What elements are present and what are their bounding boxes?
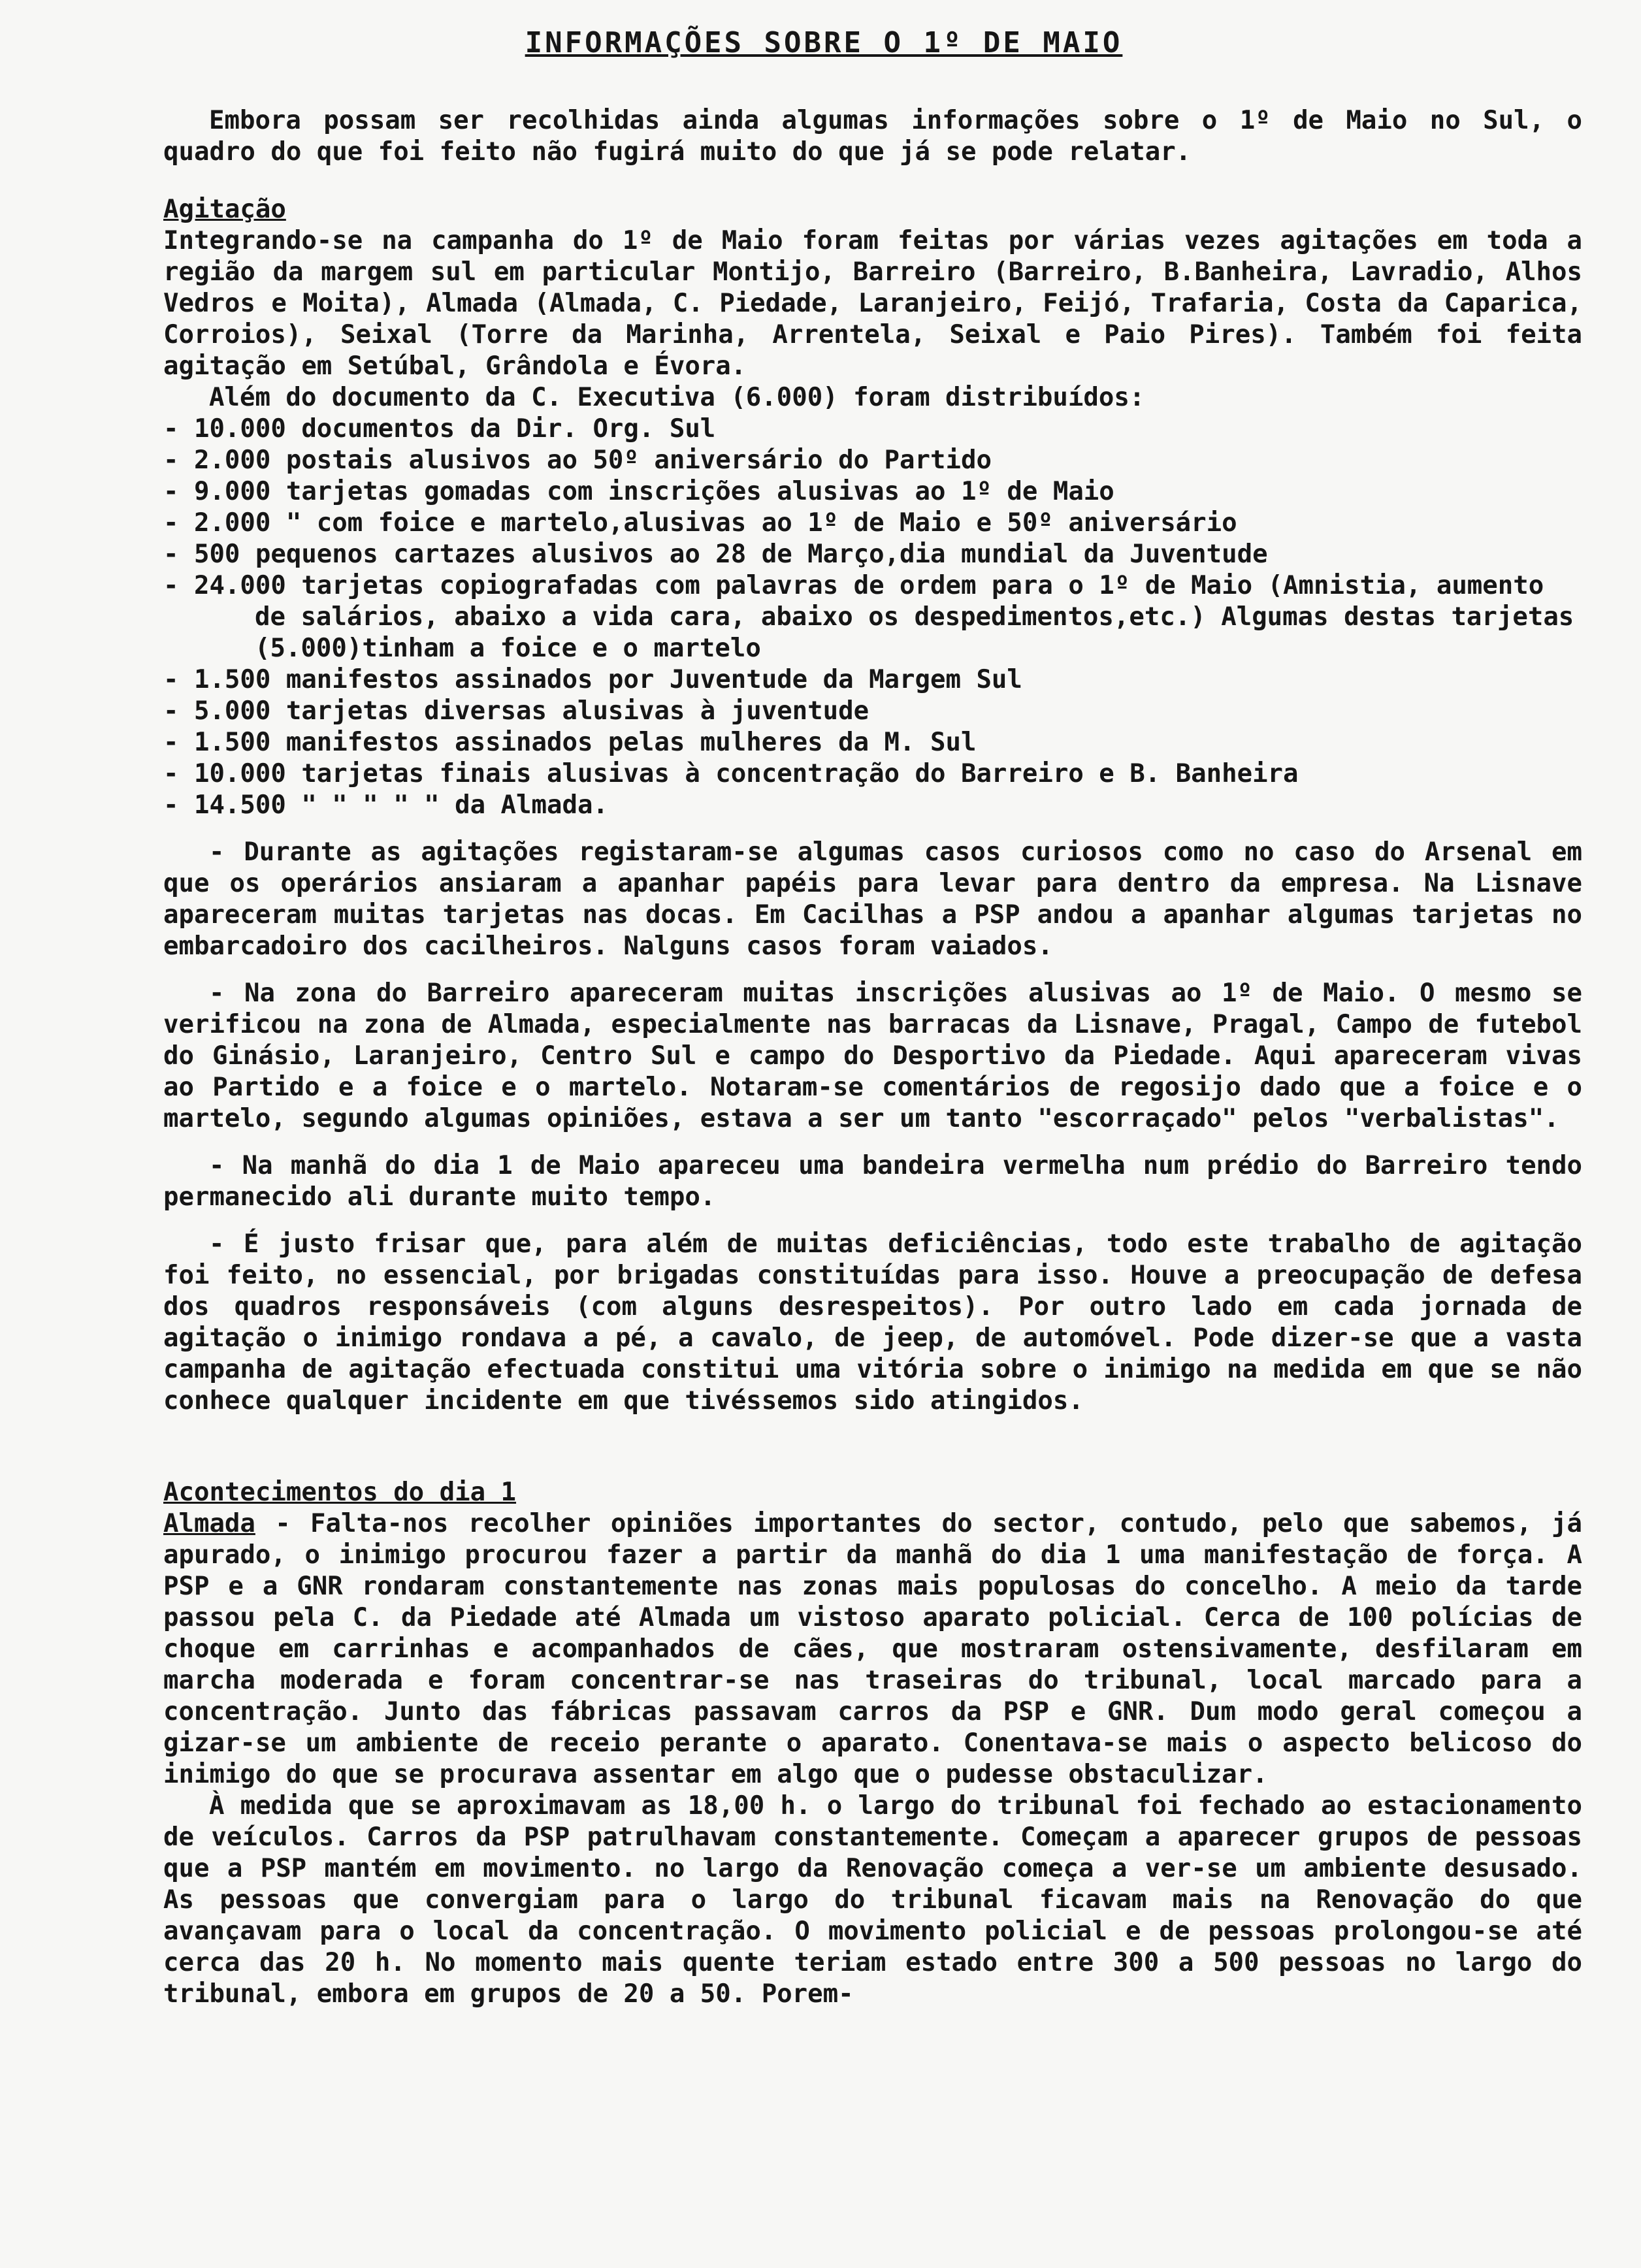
list-item: - 500 pequenos cartazes alusivos ao 28 de Março,dia mundial da Juventude: [163, 540, 1268, 569]
list-item: - 1.500 manifestos assinados por Juventude da Margem Sul: [163, 665, 1022, 694]
intro-paragraph: Embora possam ser recolhidas ainda algumas informações sobre o 1º de Maio no Sul, o quadro do que foi feito não fugirá muito do que já se pode relatar.: [163, 106, 1582, 167]
section-heading-acontecimentos: Acontecimentos do dia 1: [163, 1478, 517, 1507]
arsenal-paragraph: - Durante as agitações registaram-se algumas casos curiosos como no caso do Arsenal em que os operários ansiaram a apanhar papéis para levar para dentro da empresa. Na Lisnave apareceram muitas tarjetas nas docas. Em Cacilhas a PSP andou a apanhar algumas tarjetas no embarcadoiro dos cacilheiros. Nalguns casos foram vaiados.: [163, 837, 1582, 961]
almada-label: Almada: [163, 1509, 255, 1538]
list-item: - 1.500 manifestos assinados pelas mulheres da M. Sul: [163, 728, 977, 757]
list-item: - 9.000 tarjetas gomadas com inscrições alusivas ao 1º de Maio: [163, 477, 1114, 506]
spacer: [163, 1417, 1582, 1477]
barreiro-paragraph: - Na zona do Barreiro apareceram muitas inscrições alusivas ao 1º de Maio. O mesmo se verificou na zona de Almada, especialmente nas barracas da Lisnave, Pragal, Campo de futebol do Ginásio, Laranjeiro, Centro Sul e campo do Desportivo da Piedade. Aqui apareceram vivas ao Partido e a foice e o martelo. Notaram-se comentários de regosijo dado que a foice e o martelo, segundo algumas opiniões, estava a ser um tanto "escorraçado" pelos "verbalistas".: [163, 979, 1582, 1133]
bandeira-paragraph: - Na manhã do dia 1 de Maio apareceu uma bandeira vermelha num prédio do Barreiro tendo permanecido ali durante muito tempo.: [163, 1151, 1582, 1212]
list-item: - 24.000 tarjetas copiografadas com palavras de ordem para o 1º de Maio (Amnistia, aumento de salários, abaixo a vida cara, abaixo os despedimentos,etc.) Algumas destas tarjetas (5.000)tinham a foice e o martelo: [163, 571, 1574, 663]
spacer: [163, 962, 1582, 978]
list-item: - 14.500 " " " " " da Almada.: [163, 790, 608, 820]
distribution-list: [163, 413, 1582, 821]
almada-text: - Falta-nos recolher opiniões importantes do sector, contudo, pelo que sabemos, já apurado, o inimigo procurou fazer a partir da manhã do dia 1 uma manifestação de força. A PSP e a GNR rondaram constantemente nas zonas mais populosas do concelho. A meio da tarde passou pela C. da Piedade até Almada um vistoso aparato policial. Cerca de 100 polícias de choque em carrinhas e acompanhados de cães, que mostraram ostensivamente, desfilaram em marcha moderada e foram concentrar-se nas traseiras do tribunal, local marcado para a concentração. Junto das fábricas passavam carros da PSP e GNR. Dum modo geral começou a gizar-se um ambiente de receio perante o aparato. Conentava-se mais o aspecto belicoso do inimigo do que se procurava assentar em algo que o pudesse obstaculizar.: [163, 1509, 1582, 1789]
list-item: - 2.000 postais alusivos ao 50º aniversário do Partido: [163, 446, 992, 475]
list-item: - 2.000 " com foice e martelo,alusivas ao 1º de Maio e 50º aniversário: [163, 508, 1237, 538]
spacer: [163, 1213, 1582, 1229]
spacer: [163, 821, 1582, 837]
spacer: [163, 168, 1582, 194]
section-heading-agitacao: Agitação: [163, 195, 286, 224]
tribunal-paragraph: À medida que se aproximavam as 18,00 h. o largo do tribunal foi fechado ao estacionamento de veículos. Carros da PSP patrulhavam constantemente. Começam a aparecer grupos de pessoas que a PSP mantém em movimento. no largo da Renovação começa a ver-se um ambiente desusado. As pessoas que convergiam para o largo do tribunal ficavam mais na Renovação do que avançavam para o local da concentração. O movimento policial e de pessoas prolongou-se até cerca das 20 h. No momento mais quente teriam estado entre 300 a 500 pessoas no largo do tribunal, embora em grupos de 20 a 50. Porem-: [163, 1791, 1582, 2009]
conclusion-paragraph: - É justo frisar que, para além de muitas deficiências, todo este trabalho de agitação foi feito, no essencial, por brigadas constituídas para isso. Houve a preocupação de defesa dos quadros responsáveis (com alguns desrespeitos). Por outro lado em cada jornada de agitação o inimigo rondava a pé, a cavalo, de jeep, de automóvel. Pode dizer-se que a vasta campanha de agitação efectuada constitui uma vitória sobre o inimigo na medida em que se não conhece qualquer incidente em que tivéssemos sido atingidos.: [163, 1229, 1582, 1416]
list-item: - 5.000 tarjetas diversas alusivas à juventude: [163, 696, 869, 726]
list-item: - 10.000 tarjetas finais alusivas à concentração do Barreiro e B. Banheira: [163, 759, 1299, 788]
spacer: [163, 1135, 1582, 1150]
document-title: INFORMAÇÕES SOBRE O 1º DE MAIO: [525, 26, 1123, 59]
almada-paragraph: [163, 1508, 1582, 1790]
distribution-intro: Além do documento da C. Executiva (6.000) foram distribuídos:: [209, 383, 1145, 412]
list-item: - 10.000 documentos da Dir. Org. Sul: [163, 414, 716, 444]
agitacao-paragraph: Integrando-se na campanha do 1º de Maio foram feitas por várias vezes agitações em toda a região da margem sul em particular Montijo, Barreiro (Barreiro, B.Banheira, Lavradio, Alhos Vedros e Moita), Almada (Almada, C. Piedade, Laranjeiro, Feijó, Trafaria, Costa da Caparica, Corroios), Seixal (Torre da Marinha, Arrentela, Seixal e Paio Pires). Também foi feita agitação em Setúbal, Grândola e Évora.: [163, 226, 1582, 381]
